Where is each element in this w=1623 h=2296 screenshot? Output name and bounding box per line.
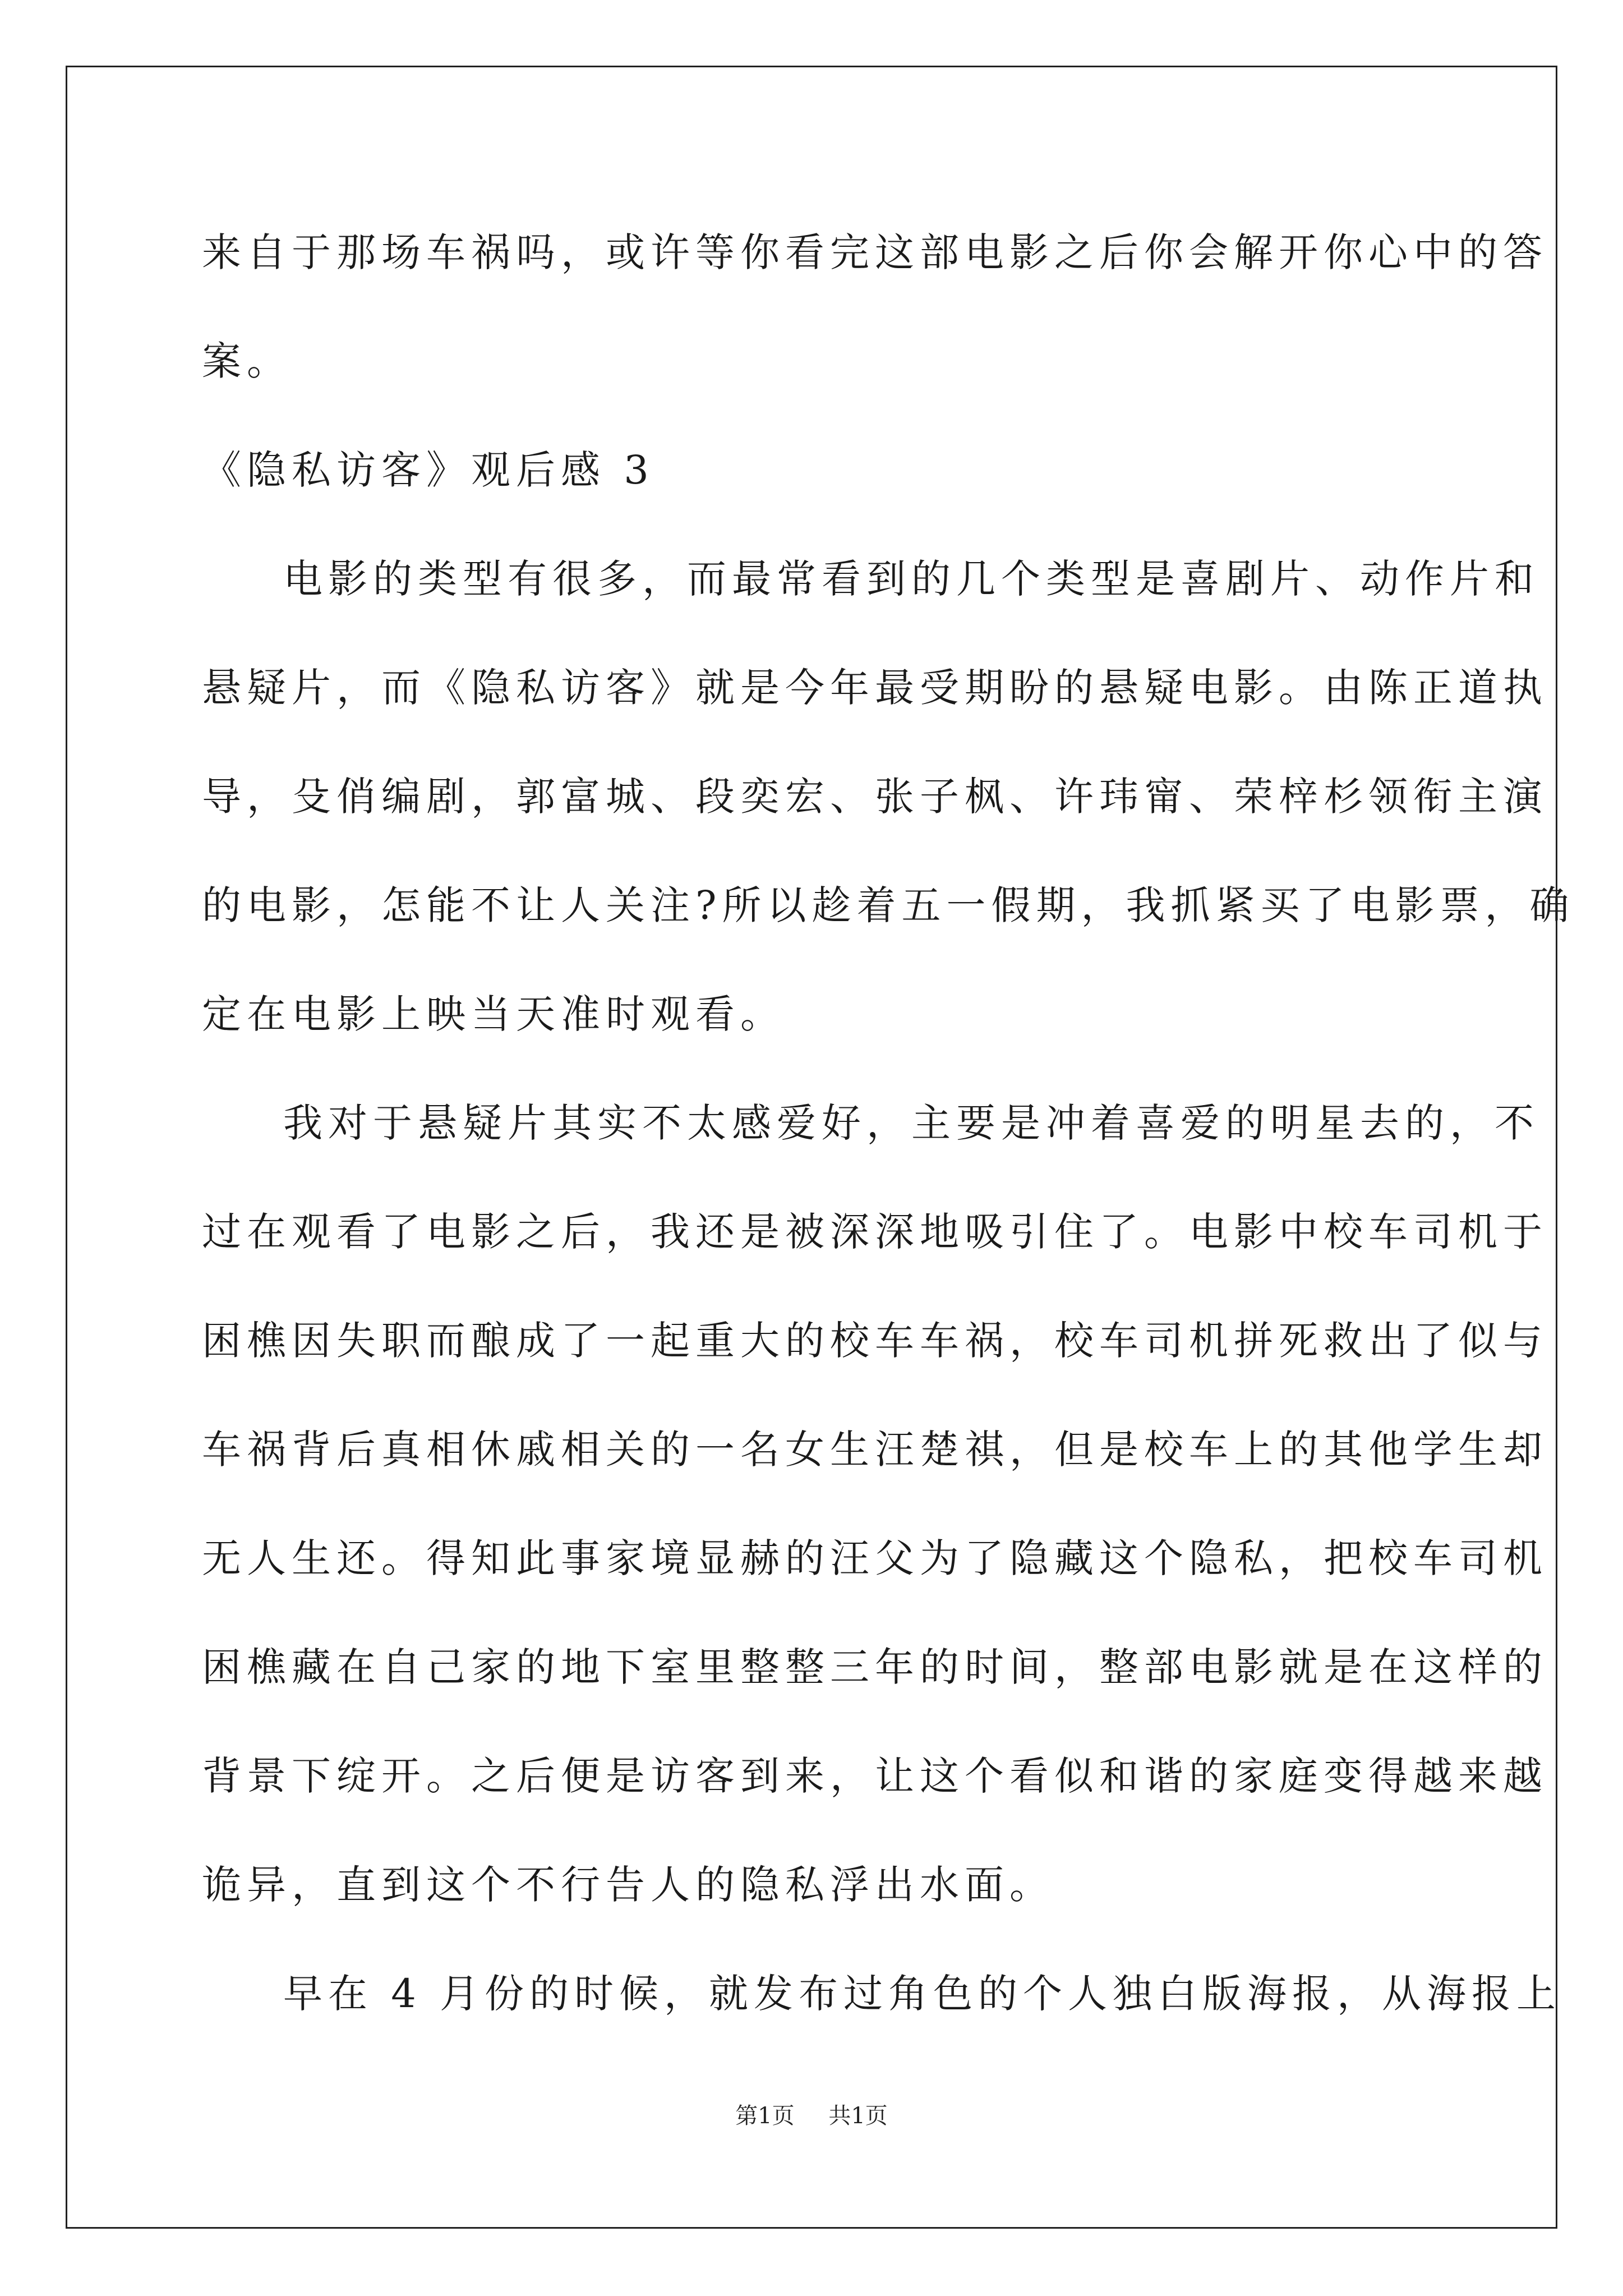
page-number: 第1页 [735, 2103, 795, 2129]
text-line: 来自于那场车祸吗，或许等你看完这部电影之后你会解开你心中的答 [202, 229, 1548, 275]
text-line: 定在电影上映当天准时观看。 [202, 991, 785, 1037]
text-line: 悬疑片，而《隐私访客》就是今年最受期盼的悬疑电影。由陈正道执 [202, 665, 1548, 711]
text-line: 困樵藏在自己家的地下室里整整三年的时间，整部电影就是在这样的 [202, 1644, 1548, 1690]
text-line: 车祸背后真相休戚相关的一名女生汪楚祺，但是校车上的其他学生却 [202, 1427, 1548, 1473]
text-line: 我对于悬疑片其实不太感爱好，主要是冲着喜爱的明星去的，不 [283, 1100, 1539, 1146]
document-body [202, 210, 1575, 2060]
text-line: 早在 4 月份的时候，就发布过角色的个人独白版海报，从海报上 [283, 1971, 1562, 2017]
page-total: 共1页 [828, 2103, 888, 2129]
text-line: 无人生还。得知此事家境显赫的汪父为了隐藏这个隐私，把校车司机 [202, 1535, 1548, 1581]
text-line: 困樵因失职而酿成了一起重大的校车车祸，校车司机拼死救出了似与 [202, 1318, 1548, 1364]
text-line: 背景下绽开。之后便是访客到来，让这个看似和谐的家庭变得越来越 [202, 1753, 1548, 1799]
text-line: 导，殳俏编剧，郭富城、段奕宏、张子枫、许玮甯、荣梓杉领衔主演 [202, 774, 1548, 820]
text-line: 诡异，直到这个不行告人的隐私浮出水面。 [202, 1862, 1054, 1908]
text-line: 案。 [202, 338, 292, 384]
page-footer [0, 2098, 1623, 2130]
text-line: 电影的类型有很多，而最常看到的几个类型是喜剧片、动作片和 [283, 556, 1539, 602]
text-line: 过在观看了电影之后，我还是被深深地吸引住了。电影中校车司机于 [202, 1209, 1548, 1255]
section-heading: 《隐私访客》观后感 3 [202, 447, 654, 493]
text-line: 的电影，怎能不让人关注?所以趁着五一假期，我抓紧买了电影票，确 [202, 882, 1575, 928]
